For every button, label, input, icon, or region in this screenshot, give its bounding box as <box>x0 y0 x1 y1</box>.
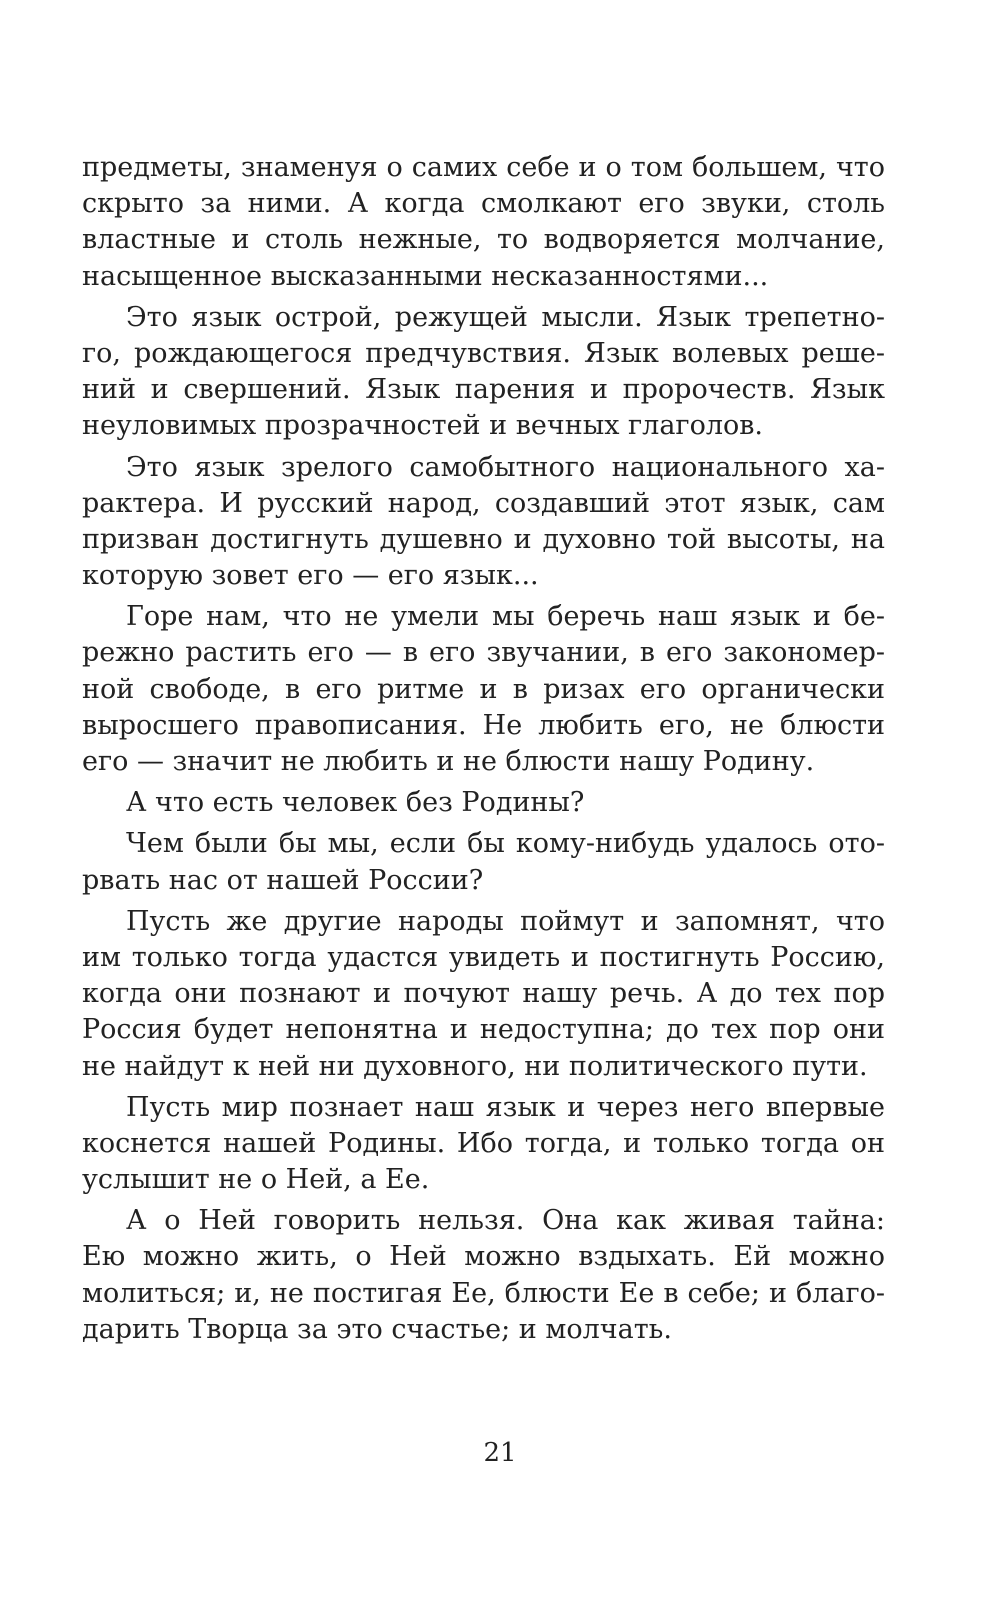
text-line: властные и столь нежные, то водворяется молчание, <box>82 224 885 256</box>
paragraph <box>82 599 885 780</box>
text-line: призван достигнуть душевно и духовно той высоты, на <box>82 523 885 555</box>
text-line: молиться; и, не постигая Ее, блюсти Ее в себе; и благо- <box>82 1277 885 1309</box>
paragraph <box>82 785 885 821</box>
text-line: рактера. И русский народ, создавший этот язык, сам <box>82 487 885 519</box>
text-line: неуловимых прозрачностей и вечных глаголов. <box>82 410 764 442</box>
text-line: рвать нас от нашей России? <box>82 864 484 896</box>
paragraph <box>82 826 885 898</box>
text-line: Горе нам, что не умели мы беречь наш язык и бе- <box>126 601 885 633</box>
text-line: дарить Творца за это счастье; и молчать. <box>82 1313 672 1345</box>
paragraph <box>82 300 885 445</box>
text-line: насыщенное высказанными несказанностями... <box>82 260 769 292</box>
text-line: скрыто за ними. А когда смолкают его звуки, столь <box>82 188 885 220</box>
text-line: выросшего правописания. Не любить его, не блюсти <box>82 709 885 741</box>
text-line: Ею можно жить, о Ней можно вздыхать. Ей можно <box>82 1241 885 1273</box>
text-line: которую зовет его — его язык... <box>82 560 539 592</box>
text-line: Пусть мир познает наш язык и через него впервые <box>126 1091 885 1123</box>
text-line: го, рождающегося предчувствия. Язык волевых реше- <box>82 337 885 369</box>
text-line: не найдут к ней ни духовного, ни политического пути. <box>82 1050 868 1082</box>
text-line: режно растить его — в его звучании, в его закономер- <box>82 637 885 669</box>
paragraph <box>82 450 885 595</box>
text-line: Пусть же другие народы поймут и запомнят, что <box>126 905 885 937</box>
text-line: его — значит не любить и не блюсти нашу Родину. <box>82 746 815 777</box>
paragraph <box>82 1203 885 1348</box>
text-line: когда они познают и почуют нашу речь. А до тех пор <box>82 978 885 1010</box>
page-body <box>82 150 885 1348</box>
text-line: Чем были бы мы, если бы кому-нибудь удалось ото- <box>126 828 885 860</box>
text-line: ной свободе, в его ритме и в ризах его органически <box>82 673 885 705</box>
text-line: предметы, знаменуя о самих себе и о том большем, что <box>82 152 885 183</box>
text-line: А что есть человек без Родины? <box>126 787 585 819</box>
paragraph <box>82 150 885 295</box>
text-line: коснется нашей Родины. Ибо тогда, и только тогда он <box>82 1127 885 1159</box>
paragraph <box>82 1090 885 1199</box>
text-line: Это язык острой, режущей мысли. Язык трепетно- <box>126 301 885 333</box>
page-number: 21 <box>483 1438 517 1468</box>
text-line: Россия будет непонятна и недоступна; до тех пор они <box>82 1014 885 1046</box>
text-line: А о Ней говорить нельзя. Она как живая тайна: <box>126 1205 885 1237</box>
text-line: им только тогда удастся увидеть и постигнуть Россию, <box>82 941 885 973</box>
text-line: ний и свершений. Язык парения и пророчеств. Язык <box>82 374 885 406</box>
paragraph <box>82 904 885 1085</box>
text-line: Это язык зрелого самобытного национального ха- <box>126 451 885 483</box>
text-line: услышит не о Ней, а Ее. <box>82 1164 430 1196</box>
